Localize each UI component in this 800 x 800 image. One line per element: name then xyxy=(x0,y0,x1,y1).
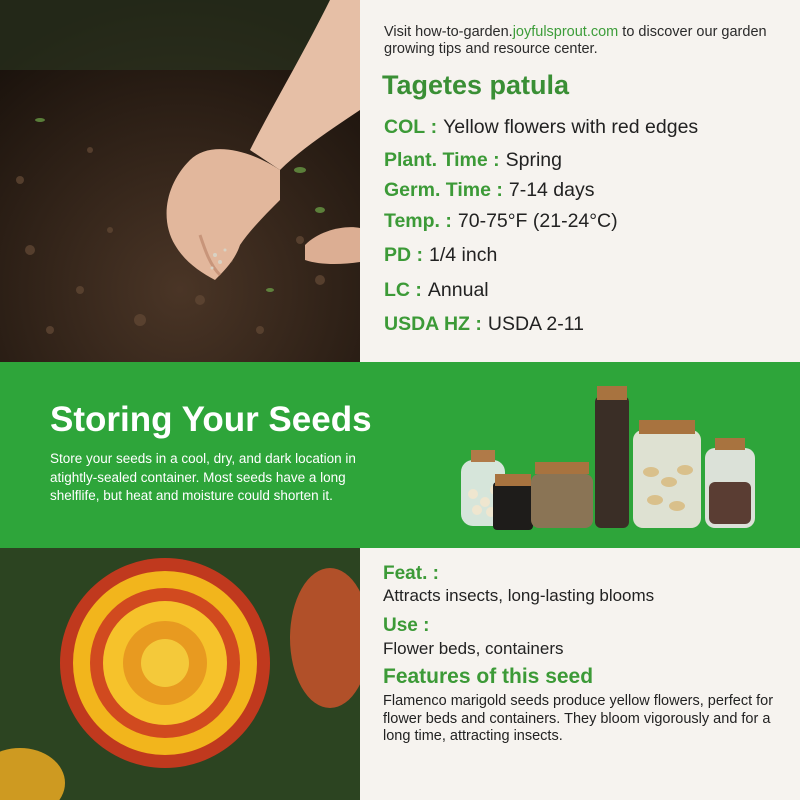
storing-seeds-title: Storing Your Seeds xyxy=(50,400,372,439)
storing-seeds-text: Store your seeds in a cool, dry, and dark location in atightly-sealed container. Most seeds have a long shelflife, but heat and moisture could shorten it. xyxy=(50,451,356,503)
spec-color xyxy=(384,116,698,139)
features-description: Flamenco marigold seeds produce yellow flowers, perfect for flower beds and containers. They bloom vigorously and for a long time, attracting insects. xyxy=(383,693,774,744)
top-section xyxy=(0,0,800,362)
seed-jars-image xyxy=(455,382,765,532)
spec-planting-depth xyxy=(384,244,497,267)
spec-label: LC : xyxy=(384,279,422,301)
hand-sowing-seeds-photo xyxy=(0,0,360,362)
spec-planting-time xyxy=(384,149,562,172)
spec-value: 1/4 inch xyxy=(429,244,498,266)
spec-life-cycle xyxy=(384,279,489,302)
visit-prefix: Visit how-to-garden. xyxy=(384,24,513,40)
use-label: Use : xyxy=(383,615,430,636)
seed-details-panel xyxy=(360,548,800,800)
plant-latin-name: Tagetes patula xyxy=(382,70,570,100)
visit-suffix: to discover our garden growing tips and resource center. xyxy=(384,24,767,57)
spec-hardiness-zone xyxy=(384,313,584,336)
spec-temperature xyxy=(384,210,618,233)
spec-value: USDA 2-11 xyxy=(487,313,584,335)
soil-hand-illustration xyxy=(0,0,360,362)
spec-value: Annual xyxy=(427,279,489,301)
spec-label: PD : xyxy=(384,244,423,266)
plant-info-panel xyxy=(360,0,800,362)
spec-label: Germ. Time : xyxy=(384,179,503,201)
storing-seeds-banner xyxy=(0,362,800,548)
feature-value: Attracts insects, long-lasting blooms xyxy=(383,586,655,605)
spec-label: Temp. : xyxy=(384,210,452,232)
website-link[interactable]: joyfulsprout.com xyxy=(512,24,619,40)
spec-value: 70-75°F (21-24°C) xyxy=(457,210,618,232)
spec-germination-time xyxy=(384,179,595,202)
spec-label: USDA HZ : xyxy=(384,313,482,335)
spec-label: Plant. Time : xyxy=(384,149,500,171)
marigold-flower-photo xyxy=(0,548,360,800)
spec-value: Spring xyxy=(505,149,562,171)
feature-label: Feat. : xyxy=(383,563,439,584)
spec-label: COL : xyxy=(384,116,438,138)
visit-website-text xyxy=(384,24,784,58)
features-title: Features of this seed xyxy=(383,665,594,688)
spec-value: Yellow flowers with red edges xyxy=(443,116,699,138)
use-value: Flower beds, containers xyxy=(383,639,564,658)
seed-jars-illustration xyxy=(455,382,765,532)
spec-value: 7-14 days xyxy=(508,179,595,201)
marigold-illustration xyxy=(0,548,360,800)
